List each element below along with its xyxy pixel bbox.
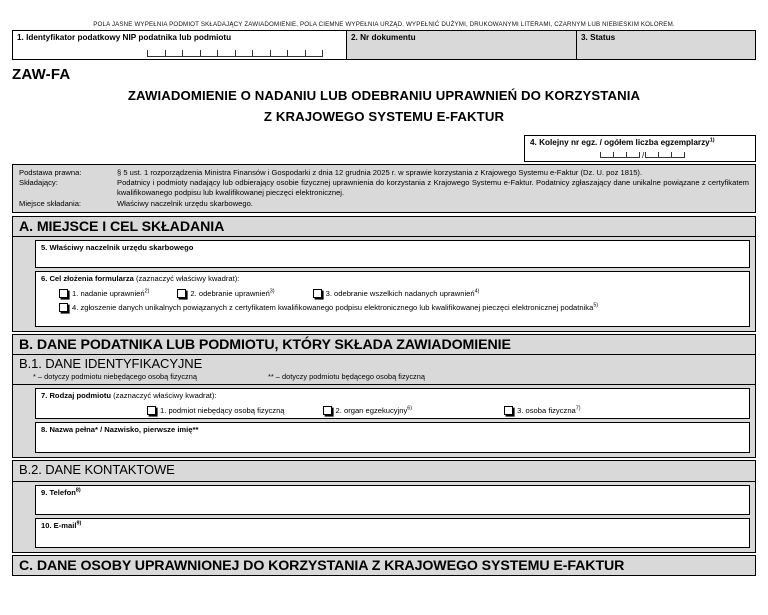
field-copy-number-text: 4. Kolejny nr egz. / ogółem liczba egzemplarzy — [530, 138, 710, 147]
checkbox-purpose-3[interactable] — [313, 289, 480, 298]
section-b2-fields — [35, 482, 755, 552]
comb-cell[interactable] — [626, 152, 640, 158]
section-a-fields — [35, 237, 755, 331]
field-copy-number-wrap — [12, 135, 756, 162]
field-copy-number-comb[interactable] — [601, 152, 685, 159]
legal-key: Miejsce składania: — [19, 198, 82, 208]
field-entity-type-label-light: (zaznaczyć właściwy kwadrat): — [113, 390, 217, 400]
legal-key: Podstawa prawna: — [19, 168, 82, 177]
field-tax-office-label: 5. Właściwy naczelnik urzędu skarbowego — [41, 242, 194, 252]
field-entity-type-label — [41, 391, 749, 401]
checkbox-purpose-1-label — [72, 289, 149, 298]
field-tax-office[interactable] — [35, 240, 750, 268]
checkbox-purpose-4-label — [72, 303, 598, 312]
section-b1-subband — [12, 355, 756, 385]
field-copy-number[interactable] — [524, 135, 756, 162]
footnote-marker: 4) — [474, 288, 480, 295]
footnote-marker: 1) — [709, 137, 715, 144]
checkbox-icon[interactable] — [323, 406, 332, 415]
field-nip[interactable] — [13, 31, 346, 59]
checkbox-purpose-2-label — [190, 289, 274, 298]
label-text: 1. nadanie uprawnień — [72, 288, 145, 298]
checkbox-purpose-2[interactable] — [177, 289, 274, 298]
section-a-band: A. MIEJSCE I CEL SKŁADANIA — [12, 216, 756, 237]
field-email-label — [41, 521, 749, 531]
checkbox-icon[interactable] — [147, 406, 156, 415]
comb-cell[interactable] — [671, 152, 685, 158]
comb-cell[interactable] — [658, 152, 672, 158]
field-status — [576, 31, 755, 59]
checkbox-entity-2-label — [336, 406, 413, 415]
label-text: 1. podmiot niebędący osobą fizyczną — [160, 405, 285, 415]
comb-cell[interactable] — [235, 50, 254, 57]
checkbox-icon[interactable] — [59, 303, 68, 312]
legal-key: Składający: — [19, 178, 58, 188]
label-text: 2. odebranie uprawnień — [190, 288, 270, 298]
field-nip-comb[interactable] — [148, 50, 323, 57]
section-b2-subband — [12, 460, 756, 482]
field-entity-type-label-bold: 7. Rodzaj podmiotu — [41, 390, 112, 400]
comb-cell[interactable] — [645, 152, 659, 158]
checkbox-icon[interactable] — [313, 289, 322, 298]
field-email[interactable] — [35, 518, 750, 548]
comb-cell[interactable] — [165, 50, 184, 57]
comb-cell[interactable] — [147, 50, 166, 57]
field-status-label: 3. Status — [581, 33, 616, 42]
section-b-band: B. DANE PODATNIKA LUB PODMIOTU, KTÓRY SKŁADA ZAWIADOMIENIE — [12, 334, 756, 355]
legal-row — [19, 178, 749, 198]
section-b2-title: B.2. DANE KONTAKTOWE — [19, 461, 175, 477]
comb-cell[interactable] — [217, 50, 236, 57]
footnote-marker: 3) — [269, 288, 275, 295]
comb-cell[interactable] — [252, 50, 271, 57]
checkbox-entity-1[interactable] — [147, 406, 285, 415]
note-right: ** – dotyczy podmiotu będącego osobą fizyczną — [268, 371, 425, 381]
legal-value: Właściwy naczelnik urzędu skarbowego. — [117, 198, 253, 208]
field-phone-label — [41, 488, 749, 498]
field-entity-type — [35, 388, 750, 419]
purpose-options-row-1 — [41, 289, 749, 298]
form-title-line-2: Z KRAJOWEGO SYSTEMU E-FAKTUR — [263, 109, 505, 124]
field-purpose-label — [41, 274, 749, 284]
checkbox-entity-2[interactable] — [323, 406, 413, 415]
footnote-marker: 8) — [75, 487, 81, 494]
label-text: 9. Telefon — [41, 487, 76, 497]
checkbox-icon[interactable] — [59, 289, 68, 298]
comb-cell[interactable] — [305, 50, 324, 57]
section-a-body — [12, 237, 756, 332]
footnote-marker: 2) — [144, 288, 150, 295]
label-text: 10. E-mail — [41, 520, 77, 530]
comb-cell[interactable] — [287, 50, 306, 57]
comb-separator: / — [642, 151, 645, 160]
label-text: 3. odebranie wszelkich nadanych uprawnień — [325, 288, 475, 298]
label-text: 4. zgłoszenie danych unikalnych powiązanych z certyfikatem kwalifikowanego podpisu elektronicznego lub kwalifikowanej pieczęci elektronicznej podatnika — [72, 302, 594, 312]
form-code: ZAW-FA — [12, 66, 71, 83]
label-text: 2. organ egzekucyjny — [335, 405, 408, 415]
form-title-line-1: ZAWIADOMIENIE O NADANIU LUB ODEBRANIU UPRAWNIEŃ DO KORZYSTANIA — [127, 88, 641, 103]
section-b1-title: B.1. DANE IDENTYFIKACYJNE — [19, 355, 203, 371]
footnote-marker: 9) — [76, 520, 82, 527]
section-b1-fields — [35, 385, 755, 457]
label-text: 3. osoba fizyczna — [517, 405, 576, 415]
field-purpose-label-light: (zaznaczyć właściwy kwadrat): — [135, 273, 240, 283]
field-copy-number-label — [530, 138, 755, 148]
field-full-name[interactable] — [35, 422, 750, 453]
comb-cell[interactable] — [200, 50, 219, 57]
comb-cell[interactable] — [270, 50, 289, 57]
field-purpose — [35, 271, 750, 327]
comb-cell[interactable] — [600, 152, 614, 158]
checkbox-purpose-4[interactable] — [59, 303, 598, 312]
footnote-marker: 7) — [575, 405, 581, 412]
header-fields-row — [12, 30, 756, 60]
legal-value: § 5 ust. 1 rozporządzenia Ministra Finansów i Gospodarki z dnia 12 grudnia 2025 r. w sprawie korzystania z Krajowego Systemu e-Faktur (Dz. U. poz 1815). — [117, 168, 643, 177]
checkbox-entity-3[interactable] — [504, 406, 580, 415]
checkbox-icon[interactable] — [504, 406, 513, 415]
comb-cell[interactable] — [613, 152, 627, 158]
checkbox-purpose-3-label — [326, 289, 480, 298]
footnote-marker: 6) — [407, 405, 413, 412]
instruction-banner: POLA JASNE WYPEŁNIA PODMIOT SKŁADAJĄCY ZAWIADOMIENIE, POLA CIEMNE WYPEŁNIA URZĄD. WYPEŁNIĆ DUŻYMI, DRUKOWANYMI LITERAMI, CZARNYM LUB NIEBIESKIM KOLOREM. — [93, 21, 675, 28]
section-b1-body — [12, 385, 756, 458]
checkbox-entity-1-label — [160, 406, 285, 415]
section-a-gutter — [13, 237, 35, 331]
checkbox-entity-3-label — [517, 406, 580, 415]
section-b1-note — [19, 372, 755, 382]
field-purpose-label-bold: 6. Cel złożenia formularza — [41, 273, 134, 283]
comb-cell[interactable] — [182, 50, 201, 57]
purpose-options-row-2 — [41, 303, 749, 312]
field-document-number — [346, 31, 576, 59]
section-b2-gutter — [13, 482, 35, 552]
field-nip-label: 1. Identyfikator podatkowy NIP podatnika lub podmiotu — [17, 33, 232, 42]
section-c-band: C. DANE OSOBY UPRAWNIONEJ DO KORZYSTANIA Z KRAJOWEGO SYSTEMU E-FAKTUR — [12, 555, 756, 576]
legal-basis-block — [12, 164, 756, 213]
section-b2-body — [12, 482, 756, 553]
section-b1-gutter — [13, 385, 35, 457]
legal-row — [19, 199, 749, 209]
field-phone[interactable] — [35, 485, 750, 515]
legal-value: Podatnicy i podmioty nadający lub odbierający osobie fizycznej uprawnienia do korzystania z Krajowego Systemu e-Faktur. Podatnicy zgłaszający dane unikalne powiązane z certyfikatem kwalifikowanego podpisu lub kwalifikowanej pieczęci elektronicznej. — [117, 178, 749, 198]
field-full-name-label: 8. Nazwa pełna* / Nazwisko, pierwsze imię** — [41, 424, 199, 434]
note-left: * – dotyczy podmiotu niebędącego osobą fizyczną — [33, 371, 197, 381]
footnote-marker: 5) — [593, 302, 599, 309]
checkbox-purpose-1[interactable] — [59, 289, 149, 298]
checkbox-icon[interactable] — [177, 289, 186, 298]
entity-type-options-row — [41, 406, 749, 415]
field-document-number-label: 2. Nr dokumentu — [351, 33, 416, 42]
legal-row — [19, 168, 749, 178]
